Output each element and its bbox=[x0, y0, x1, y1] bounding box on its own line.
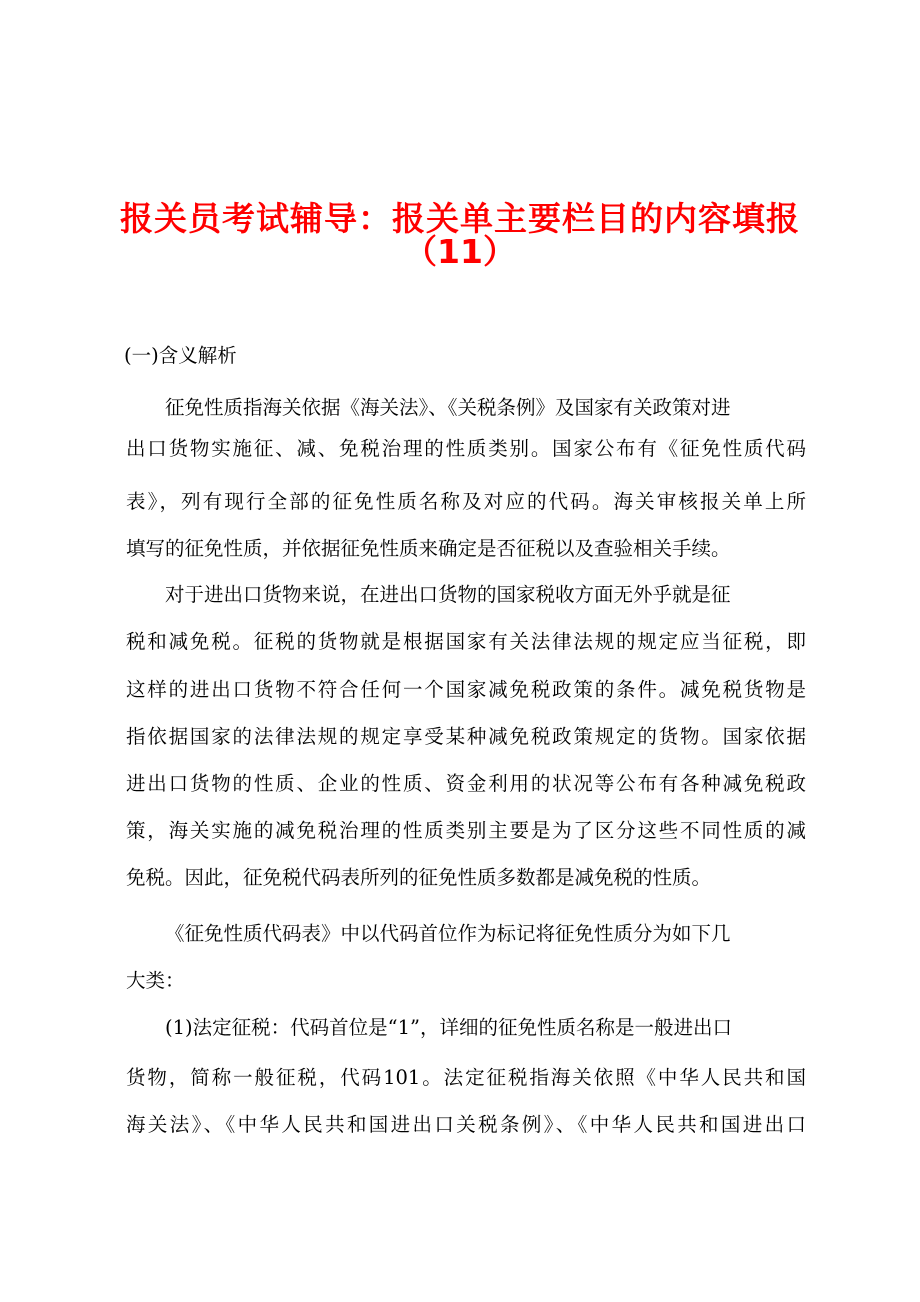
document-title: 报关员考试辅导：报关单主要栏目的内容填报 bbox=[120, 199, 800, 238]
paragraph-line: 大类： bbox=[126, 969, 185, 992]
paragraph-line: 海关法》、《中华人民共和国进出口关税条例》、《中华人民共和国进出口 bbox=[126, 1113, 806, 1136]
document-title-number: （11） bbox=[404, 232, 516, 271]
paragraph-line: 表》，列有现行全部的征免性质名称及对应的代码。海关审核报关单上所 bbox=[126, 490, 806, 513]
paragraph-line: 征免性质指海关依据《海关法》、《关税条例》及国家有关政策对进 bbox=[165, 396, 731, 419]
paragraph-line: 这样的进出口货物不符合任何一个国家减免税政策的条件。减免税货物是 bbox=[126, 678, 806, 701]
paragraph-line: 指依据国家的法律法规的规定享受某种减免税政策规定的货物。国家依据 bbox=[126, 725, 806, 748]
paragraph-line: 税和减免税。征税的货物就是根据国家有关法律法规的规定应当征税，即 bbox=[126, 630, 806, 653]
paragraph-line: 《征免性质代码表》中以代码首位作为标记将征免性质分为如下几 bbox=[165, 922, 731, 945]
paragraph-line: 免税。因此，征免税代码表所列的征免性质多数都是减免税的性质。 bbox=[126, 866, 712, 889]
paragraph-line: 填写的征免性质，并依据征免性质来确定是否征税以及查验相关手续。 bbox=[126, 537, 731, 560]
paragraph-line: 对于进出口货物来说，在进出口货物的国家税收方面无外乎就是征 bbox=[165, 583, 731, 606]
paragraph-line: (1)法定征税：代码首位是“1”，详细的征免性质名称是一般进出口 bbox=[165, 1016, 732, 1039]
paragraph-line: 进出口货物的性质、企业的性质、资金利用的状况等公布有各种减免税政 bbox=[126, 772, 806, 795]
paragraph-line: 策，海关实施的减免税治理的性质类别主要是为了区分这些不同性质的减 bbox=[126, 819, 806, 842]
paragraph-line: 出口货物实施征、减、免税治理的性质类别。国家公布有《征免性质代码 bbox=[126, 437, 806, 460]
section-heading: (一)含义解析 bbox=[124, 344, 237, 367]
paragraph-line: 货物，简称一般征税，代码101。法定征税指海关依照《中华人民共和国 bbox=[126, 1066, 806, 1089]
